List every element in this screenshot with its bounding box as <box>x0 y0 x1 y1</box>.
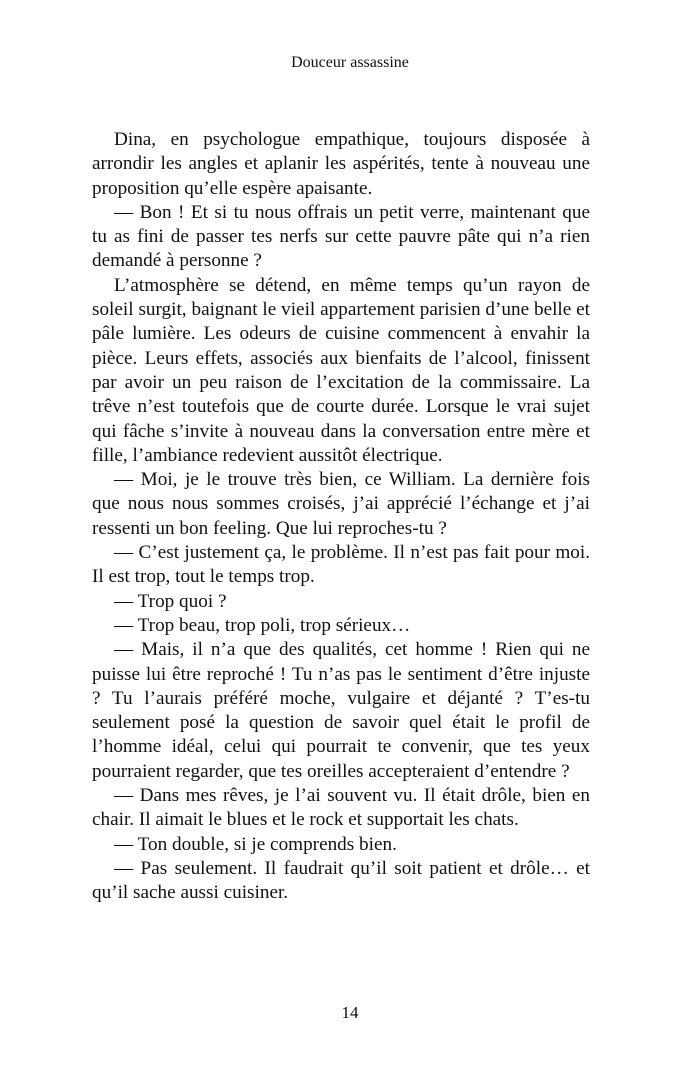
paragraph: — Dans mes rêves, je l’ai souvent vu. Il était drôle, bien en chair. Il aimait le blues et le rock et supportait les chats. <box>92 785 590 831</box>
paragraph: — Moi, je le trouve très bien, ce William. La dernière fois que nous nous sommes croisés, j’ai apprécié l’échange et j’ai ressenti un bon feeling. Que lui reproches-tu ? <box>92 469 590 539</box>
paragraph: Dina, en psychologue empathique, toujours disposée à arrondir les angles et aplanir les aspérités, tente à nouveau une proposition qu’elle espère apaisante. <box>92 129 590 199</box>
paragraph: — Bon ! Et si tu nous offrais un petit verre, maintenant que tu as fini de passer tes nerfs sur cette pauvre pâte qui n’a rien demandé à personne ? <box>92 201 590 272</box>
paragraph: — Mais, il n’a que des qualités, cet homme ! Rien qui ne puisse lui être reproché ! Tu n’as pas le sentiment d’être injuste ? Tu l’aurais préféré moche, vulgaire et déjanté ? T’es-tu seulement posé la question de savoir quel était le profil de l’homme idéal, celui qui pourrait te convenir, que tes yeux pourraient regarder, que tes oreilles accepteraient d’entendre ? <box>92 639 590 782</box>
running-head-title: Douceur assassine <box>291 54 409 71</box>
paragraph: L’atmosphère se détend, en même temps qu’un rayon de soleil surgit, baignant le vieil appartement parisien d’une belle et pâle lumière. Les odeurs de cuisine commencent à envahir la pièce. Leurs effets, associés aux bienfaits de l’alcool, finissent par avoir un peu raison de l’excitation de la commissaire. La trêve n’est toutefois que de courte durée. Lorsque le vrai sujet qui fâche s’invite à nouveau dans la conversation entre mère et fille, l’ambiance redevient aussitôt électrique. <box>92 274 590 466</box>
paragraph: — Trop quoi ? <box>114 590 227 612</box>
paragraph: — Trop beau, trop poli, trop sérieux… <box>114 614 411 636</box>
body-text <box>92 128 590 906</box>
paragraph: — Pas seulement. Il faudrait qu’il soit patient et drôle… et qu’il sache aussi cuisiner. <box>92 857 590 904</box>
paragraph: — Ton double, si je comprends bien. <box>114 833 397 855</box>
page-number: 14 <box>341 1003 359 1022</box>
paragraph: — C’est justement ça, le problème. Il n’est pas fait pour moi. Il est trop, tout le temps trop. <box>92 542 590 588</box>
